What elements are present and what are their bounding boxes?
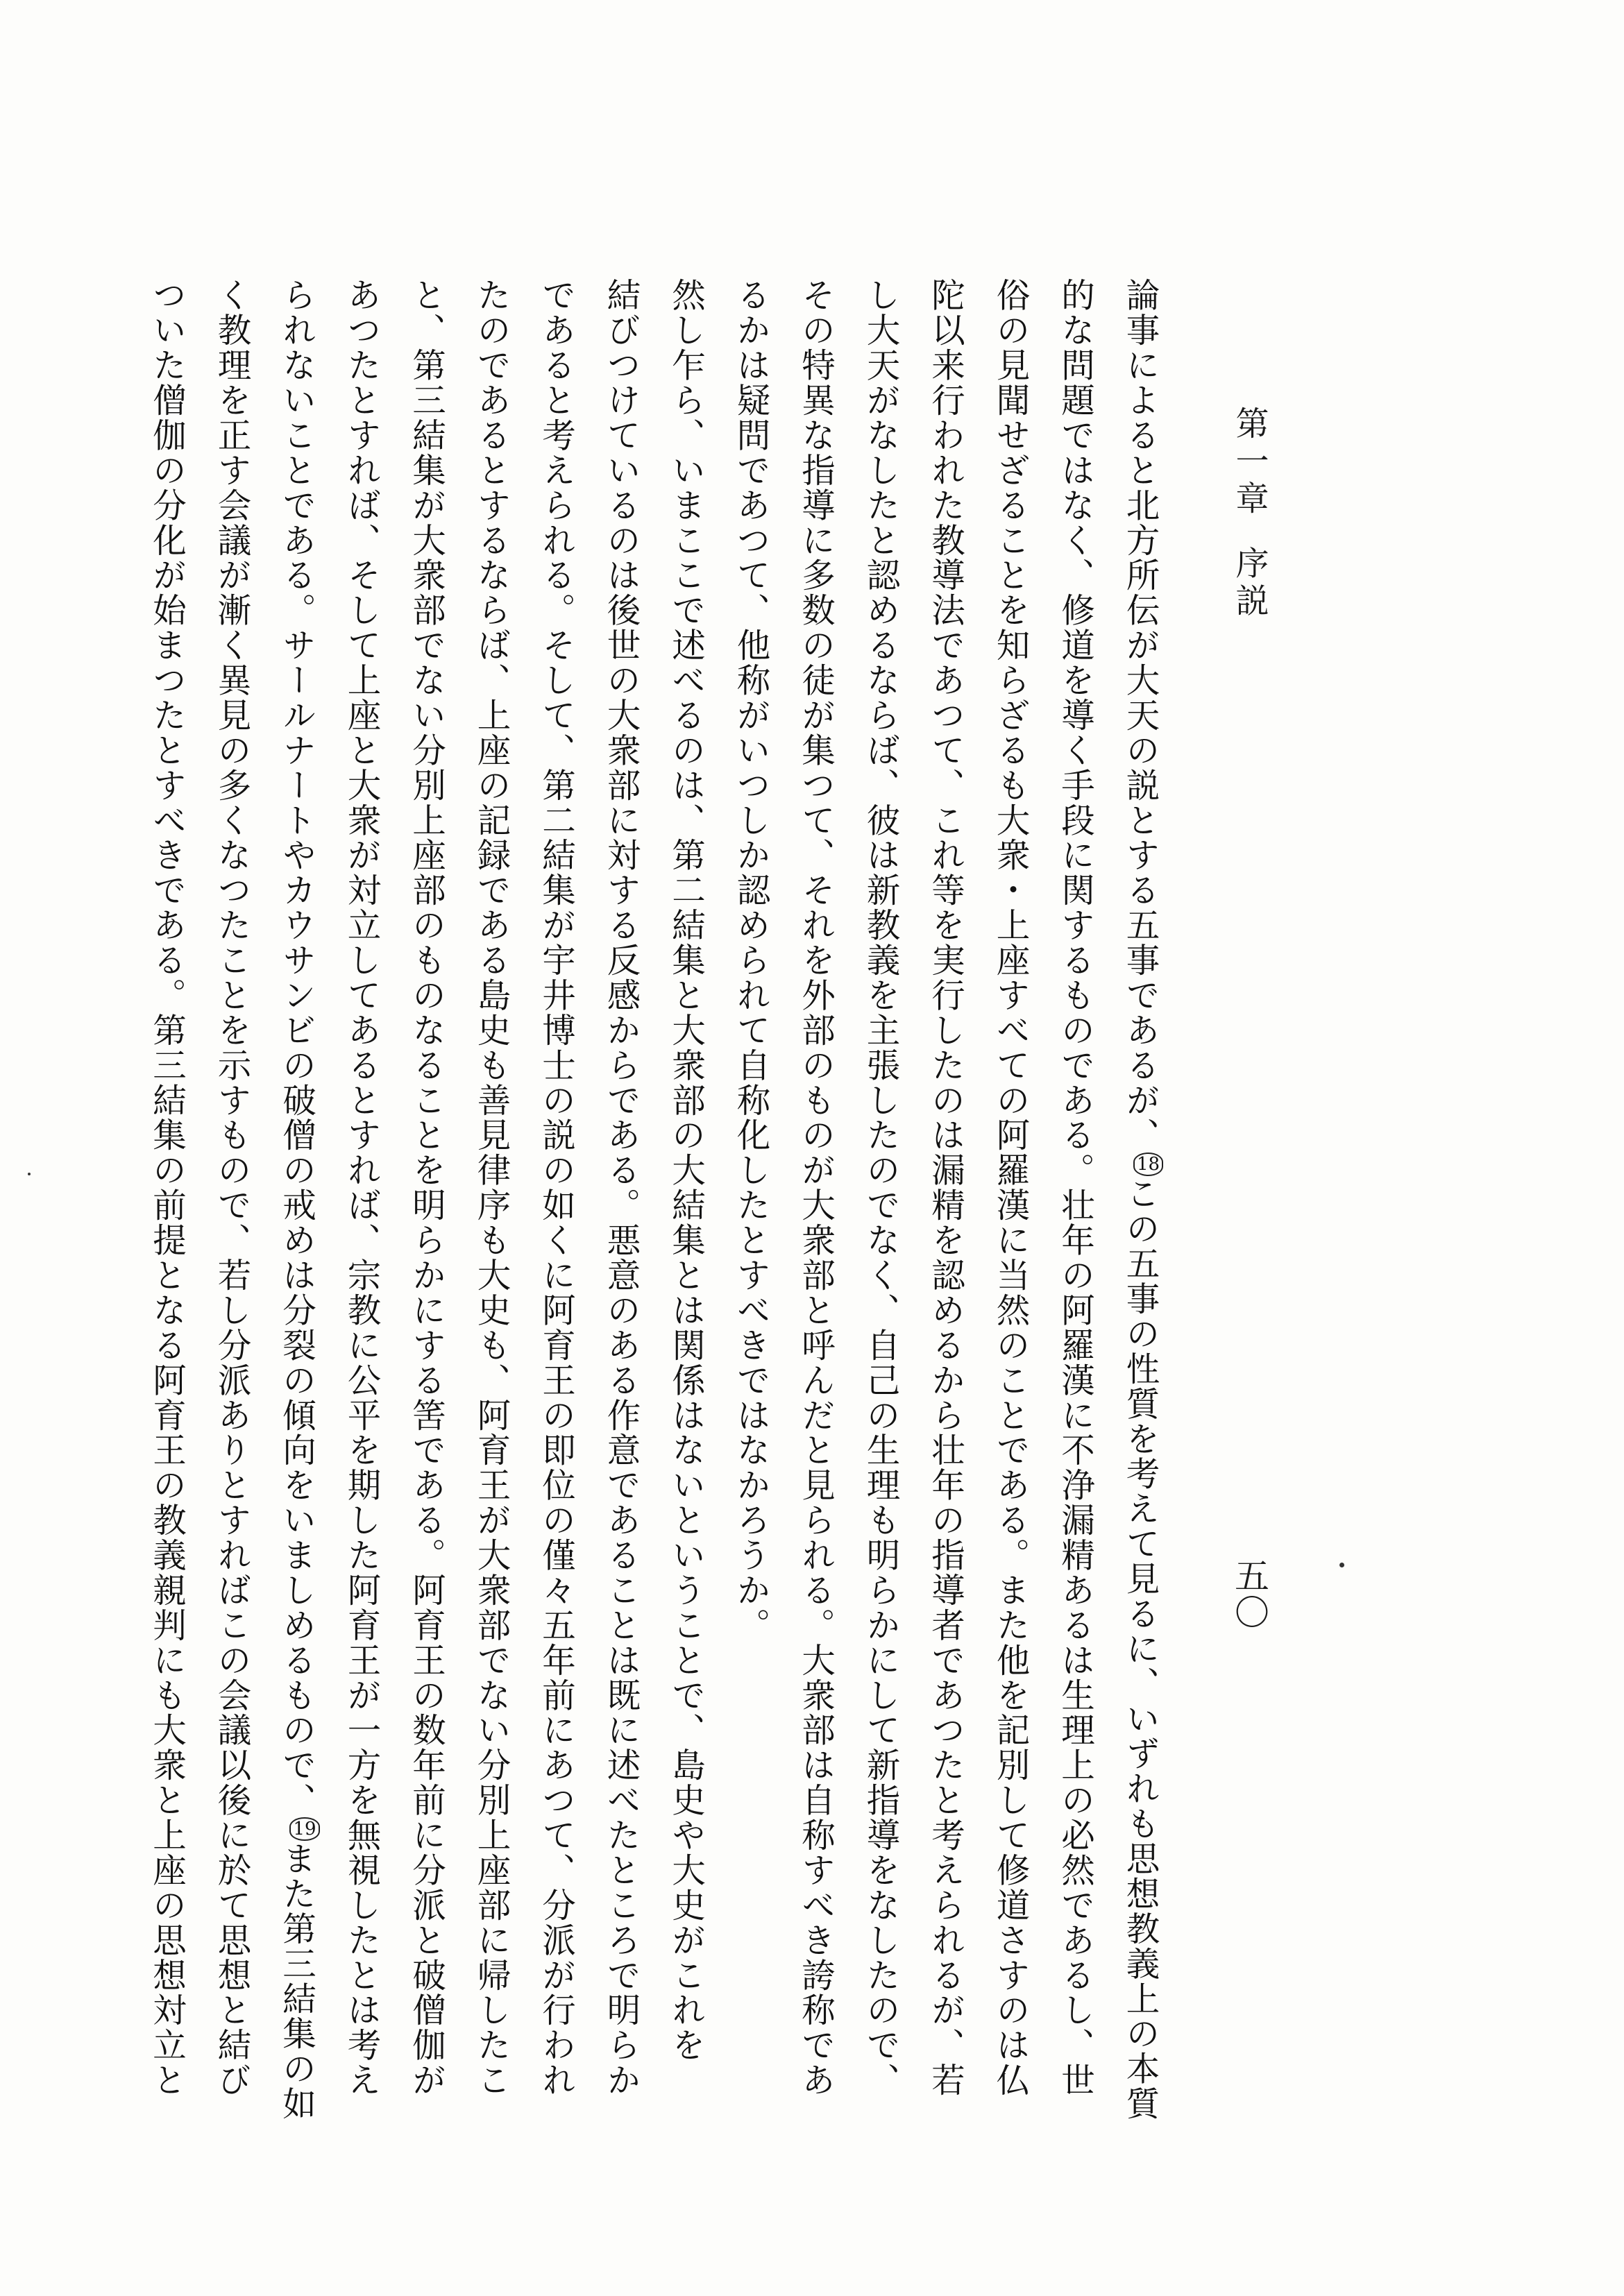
- body-text: [96, 278, 1172, 2137]
- text-column: であると考えられる。そして、第二結集が宇井博士の説の如くに阿育王の即位の僅々五年前にあつて、分派が行われ: [536, 278, 575, 2098]
- text-column: その特異な指導に多数の徒が集つて、それを外部のものが大衆部と呼んだと見られる。大衆部は自称すべき誇称であ: [795, 278, 835, 2098]
- text-column: 論事によると北方所伝が大天の説とする五事であるが、18この五事の性質を考えて見るに、いずれも思想教義上の本質: [1107, 278, 1172, 2137]
- text-column: し大天がなしたと認めるならば、彼は新教義を主張したのでなく、自己の生理も明らかにして新指導をなしたので、: [861, 278, 899, 2098]
- footnote-marker[interactable]: 18: [1133, 1153, 1163, 1176]
- text-column: 然し乍ら、いまここで述べるのは、第二結集と大衆部の大結集とは関係はないということで、島史や大史がこれを: [666, 278, 705, 2063]
- text-column: るかは疑問であつて、他称がいつしか認められて自称化したとすべきではなかろうか。: [731, 278, 770, 1643]
- scan-speck: [28, 1173, 31, 1175]
- text-column: 結びつけているのは後世の大衆部に対する反感からである。悪意のある作意であることは既に述べたところで明らか: [601, 278, 640, 2098]
- text-column: 的な問題ではなく、修道を導く手段に関するものである。壮年の阿羅漢に不浄漏精あるは生理上の必然であるし、世: [1055, 278, 1094, 2098]
- footnote-marker[interactable]: 19: [289, 1817, 319, 1841]
- text-column: られないことである。サールナートやカウサンビの破僧の戒めは分裂の傾向をいましめるもので、19また第三結集の如: [263, 278, 328, 2137]
- text-column: ついた僧伽の分化が始まつたとすべきである。第三結集の前提となる阿育王の教義親判にも大衆と上座の思想対立と: [146, 278, 186, 2098]
- text-column: 俗の見聞せざることを知らざるも大衆・上座すべての阿羅漢に当然のことである。また他を記別して修道さすのは仏: [990, 278, 1029, 2098]
- text-column: と、第三結集が大衆部でない分別上座部のものなることを明らかにする筈である。阿育王の数年前に分派と破僧伽が: [406, 278, 446, 2098]
- text-column: たのであるとするならば、上座の記録である島史も善見律序も大史も、阿育王が大衆部でない分別上座部に帰したこ: [471, 278, 510, 2098]
- running-header: [1218, 406, 1280, 620]
- text-column: 陀以来行われた教導法であつて、これ等を実行したのは漏精を認めるから壮年の指導者であつたと考えられるが、若: [925, 278, 965, 2098]
- chapter-label: 第一章: [1230, 406, 1269, 518]
- page-number: 五〇: [1229, 1558, 1269, 1631]
- text-column: あつたとすれば、そして上座と大衆が対立してあるとすれば、宗教に公平を期した阿育王が一方を無視したとは考え: [341, 278, 380, 2098]
- scan-speck: [1339, 1563, 1344, 1567]
- chapter-title: 序説: [1230, 545, 1269, 620]
- text-column: く教理を正す会議が漸く異見の多くなつたことを示すもので、若し分派ありとすればこの会議以後に於て思想と結び: [212, 278, 251, 2098]
